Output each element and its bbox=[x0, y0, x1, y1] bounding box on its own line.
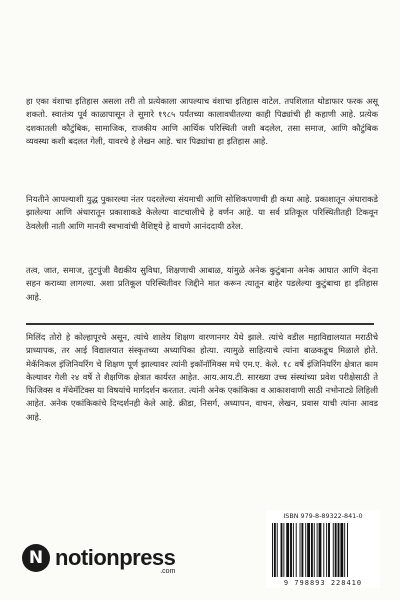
barcode-bar bbox=[333, 523, 334, 577]
publisher-logo-letter: N bbox=[28, 548, 44, 568]
barcode-bar bbox=[283, 523, 284, 577]
barcode-bar bbox=[335, 523, 337, 577]
barcode-bar bbox=[344, 523, 345, 577]
barcode-bar bbox=[277, 523, 278, 577]
barcode-bar bbox=[293, 523, 294, 577]
barcode-bar bbox=[338, 523, 340, 577]
publisher-name: notionpress bbox=[55, 545, 176, 570]
author-bio: मिलिंद तोरो हे कोल्हापूरचे असून, त्यांचे शालेय शिक्षण वारणानगर येथे झाले. त्यांचे वडील महाविद्यालयात मराठीचे प्राध्यापक, तर आई विद्यालयात संस्कृतच्या अध्यापिका होत्या. त्यामुळे साहित्याचे त्यांना बाळकडूच मिळाले होते. मेकॅनिकल इंजिनियरिंग चे शिक्षण पूर्ण झाल्यावर त्यांनी इकॉनॉमिक्स मधे एम.ए. केले. १८ वर्षे इंजिनियरिंग क्षेत्रात काम केल्यावर गेली २४ वर्षे ते शैक्षणिक क्षेत्रात कार्यरत आहेत. आय.आय.टी. सारख्या उच्च संस्थांच्या प्रवेश परीक्षेसाठी ते फिजिक्स व मॅथेमॅटिक्स या विषयांचे मार्गदर्शन करतात. त्यांनी अनेक एकांकिका व आकाशवाणी साठी नभोनाट्ये लिहिली आहेत. अनेक एकांकिकांचे दिग्दर्शनही केले आहे. क्रीडा, निसर्ग, अध्यापन, वाचन, लेखन, प्रवास याची त्यांना आवड आहे. bbox=[26, 332, 378, 422]
barcode-bar bbox=[300, 523, 301, 577]
barcode-bar bbox=[274, 523, 276, 577]
publisher-domain-suffix: .com bbox=[160, 568, 176, 575]
section-divider bbox=[26, 323, 374, 325]
barcode-bar bbox=[281, 523, 283, 577]
barcode-bar bbox=[314, 523, 315, 577]
blurb-paragraph-2: नियतीने आपल्याशी युद्ध पुकारल्या नंतर पदरलेल्या संयमाची आणि सोशिकपणाची ही कथा आहे. प्रकाशातून अंधाराकडे झालेल्या आणि अंधारातून प्रकाशाकडे केलेल्या वाटचालीचे हे वर्णन आहे. या सर्व प्रतिकूल परिस्थितीतही टिकवून ठेवलेली नाती आणि मानवी स्वभावांची वैशिष्ट्ये हे वाचणे आनंददायी ठरेल. bbox=[26, 194, 378, 231]
barcode-bar bbox=[340, 523, 343, 577]
barcode-bar bbox=[296, 523, 297, 577]
barcode-bar bbox=[305, 523, 306, 577]
barcode-bar bbox=[290, 523, 292, 577]
isbn-barcode bbox=[266, 510, 380, 588]
barcode-digits: 9 798893 228410 bbox=[283, 579, 363, 587]
barcode-bar bbox=[301, 523, 303, 577]
barcode-bars bbox=[272, 523, 374, 579]
barcode-bar bbox=[347, 523, 348, 577]
publisher-logo bbox=[22, 540, 175, 576]
barcode-bar bbox=[307, 523, 310, 577]
barcode-bar bbox=[319, 523, 322, 577]
barcode-bar bbox=[272, 523, 273, 577]
barcode-bar bbox=[317, 523, 318, 577]
publisher-logo-text bbox=[55, 545, 176, 575]
blurb-paragraph-3: तत्व, जात, समाज, तुटपुंजी वैद्यकीय सुविधा, शिक्षणाची आबाळ, यांमुळे अनेक कुटुंबाना अनेक आघात आणि वेदना सहन कराव्या लागल्या. अशा प्रतिकूल परिस्थितीवर जिद्दीने मात करून त्यातून बाहेर पडलेल्या कुटुंबाचा हा इतिहास आहे. bbox=[26, 265, 378, 302]
barcode-bar bbox=[326, 523, 327, 577]
barcode-bar bbox=[328, 523, 330, 577]
barcode-bar bbox=[286, 523, 289, 577]
isbn-label: ISBN 979-8-89322-841-0 bbox=[283, 512, 363, 520]
barcode-bar bbox=[323, 523, 324, 577]
blurb-paragraph-1: हा एका वंशाचा इतिहास असला तरी तो प्रत्येकाला आपल्याच वंशाचा इतिहास वाटेल. तपशिलात थोडाफार फरक असू शकतो. स्वातंत्र्य पूर्व काळापासून ते सुमारे १९८५ पर्यंतच्या कालावधीतल्या काही पिढ्यांची ही कहाणी आहे. प्रत्येक दशकातली कौटुंबिक, सामाजिक, राजकीय आणि आर्थिक परिस्थिती जशी बदलेल, तसा समाज, आणि कौटुंबिक व्यवस्था कशी बदलत गेली, यावरचे हे लेखन आहे. चार पिढ्यांचा हा इतिहास आहे. bbox=[26, 96, 378, 146]
publisher-logo-mark bbox=[22, 544, 50, 572]
barcode-bar bbox=[311, 523, 313, 577]
